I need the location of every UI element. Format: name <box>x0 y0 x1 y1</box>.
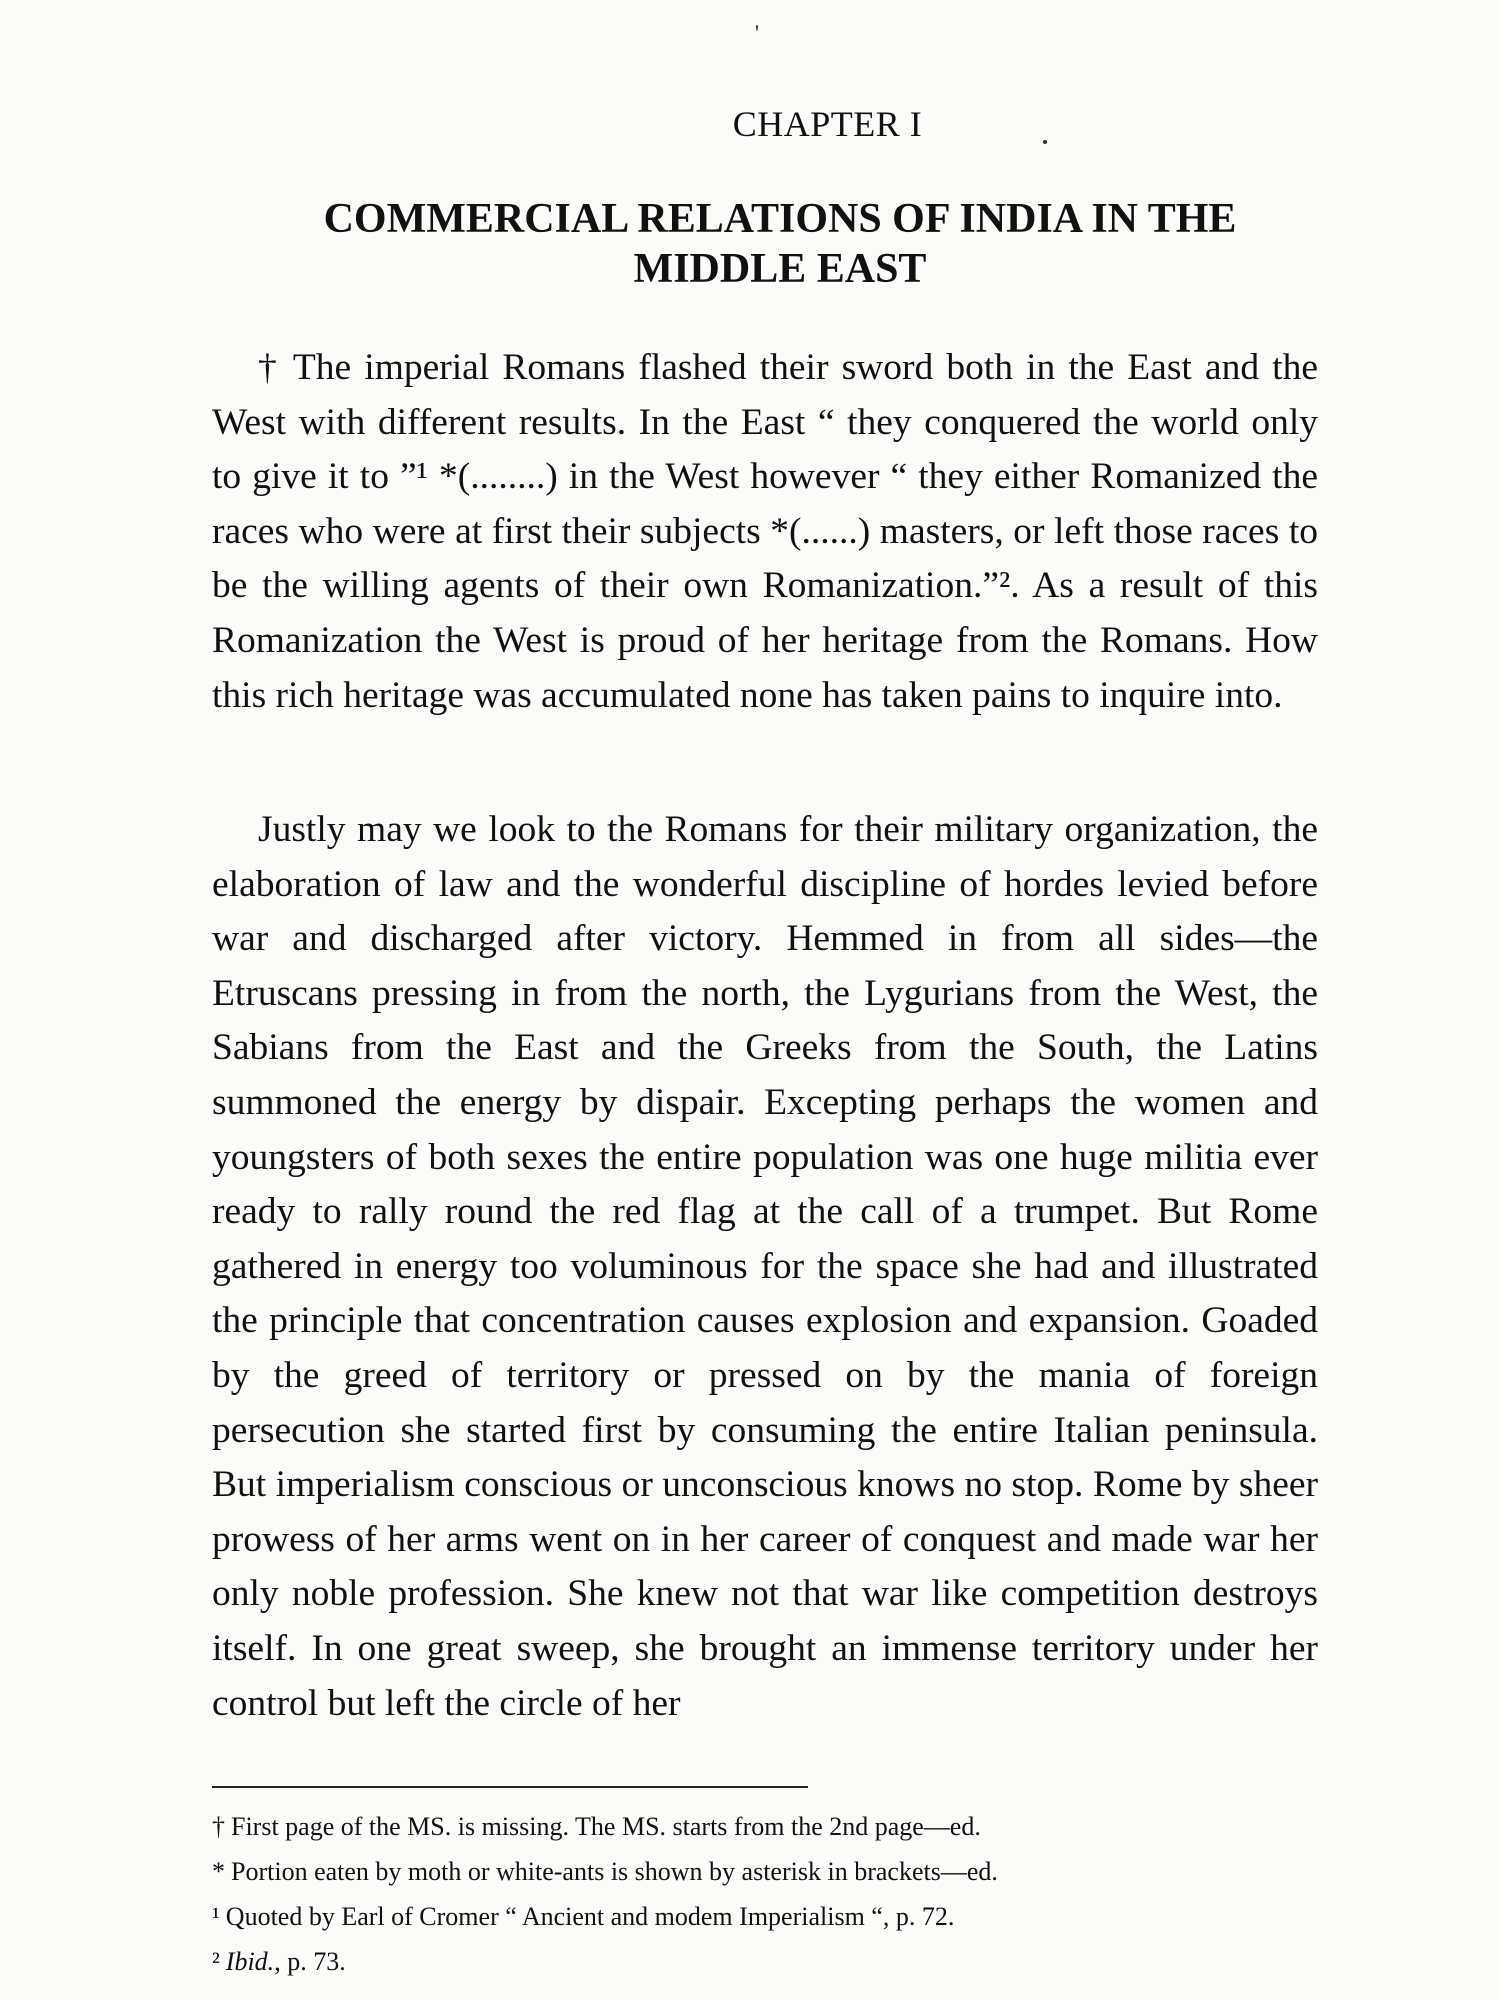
chapter-title-line-2: MIDDLE EAST <box>633 246 927 292</box>
footnote-text: Portion eaten by moth or white-ants is shown by asterisk in brackets—ed. <box>231 1857 998 1886</box>
footnote-marker: ¹ <box>212 1902 220 1931</box>
paragraph-text: Justly may we look to the Romans for their military organization, the elaboration of law and the wonderful discipline of hordes levied before war and discharged after victory. Hemmed in from all sides—the Etruscans pressing in from the north, the Lygurians from the West, the Sabians from the East and the Greeks from the South, the Latins summoned the energy by dispair. Excepting perhaps the women and youngsters of both sexes the entire population was one huge militia ever ready to rally round the red flag at the call of a trumpet. But Rome gathered in energy too voluminous for the space she had and illustrated the principle that concentration causes explosion and expansion. Goaded by the greed of territory or pressed on by the mania of foreign persecution she started first by consuming the entire Italian peninsula. But imperialism conscious or unconscious knows no stop. Rome by sheer prowess of her arms went on in her career of conquest and made war her only noble profession. She knew not that war like competition destroys itself. In one great sweep, she brought an immense territory under her control but left the circle of her <box>212 809 1318 1724</box>
page-mark: ' <box>755 20 759 45</box>
chapter-heading: CHAPTER I <box>732 104 923 144</box>
footnote-text: First page of the MS. is missing. The MS. starts from the 2nd page—ed. <box>231 1812 981 1841</box>
footnote-divider <box>212 1786 808 1788</box>
body-paragraph-2 <box>212 803 1318 1731</box>
footnote-text: , p. 73. <box>274 1947 346 1976</box>
chapter-title-line-1: COMMERCIAL RELATIONS OF INDIA IN THE <box>323 196 1237 242</box>
body-paragraph-1 <box>212 341 1318 723</box>
paragraph-text: † The imperial Romans flashed their sword both in the East and the West with different results. In the East “ they conquered the world only to give it to ”¹ *(........) in the West however “ they either Romanized the races who were at first their subjects *(......) masters, or left those races to be the willing agents of their own Romanization.”². As a result of this Romanization the West is proud of her heritage from the Romans. How this rich heritage was accumulated none has taken pains to inquire into. <box>212 347 1318 716</box>
footnote-2 <box>212 1942 1318 1982</box>
footnote-marker: † <box>212 1812 225 1841</box>
footnote-text: Quoted by Earl of Cromer “ Ancient and modem Imperialism “, p. 72. <box>225 1902 955 1931</box>
footnote-marker: ² <box>212 1947 220 1976</box>
chapter-title <box>290 194 1270 294</box>
footnote-ibid: Ibid. <box>225 1947 275 1976</box>
footnote-asterisk <box>212 1852 1318 1892</box>
footnotes <box>212 1807 1318 1987</box>
footnote-marker: * <box>212 1857 225 1886</box>
footnote-dagger <box>212 1807 1318 1847</box>
footnote-1 <box>212 1897 1318 1937</box>
